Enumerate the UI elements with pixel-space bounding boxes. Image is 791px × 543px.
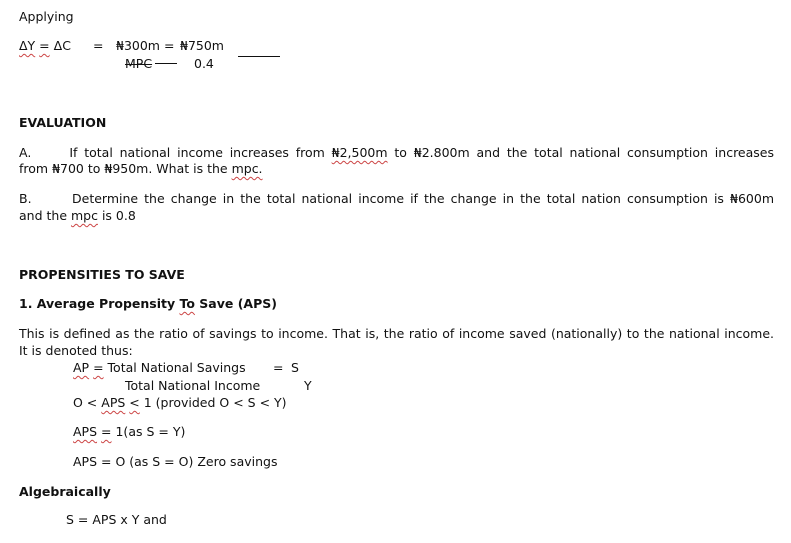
aps-definition-line-1: This is defined as the ratio of savings to income. That is, the ratio of income saved (nationally) to the national income. bbox=[19, 326, 774, 341]
aps-equals-zero: APS = O (as S = O) Zero savings bbox=[73, 454, 278, 469]
aps-equals-one: APS = 1(as S = Y) bbox=[73, 424, 186, 439]
formula-equals-1: = bbox=[93, 38, 104, 53]
formula-blank-line bbox=[238, 56, 280, 57]
aps-formula-s: S bbox=[291, 360, 299, 375]
question-b-line-2: and the mpc is 0.8 bbox=[19, 208, 136, 223]
formula-numerator: ₦300m bbox=[116, 38, 160, 53]
propensities-heading: PROPENSITIES TO SAVE bbox=[19, 267, 185, 282]
delta-y: ΔY bbox=[19, 38, 36, 53]
algebraic-equation: S = APS x Y and bbox=[66, 512, 167, 527]
aps-range: O < APS < 1 (provided O < S < Y) bbox=[73, 395, 287, 410]
evaluation-heading: EVALUATION bbox=[19, 115, 107, 130]
algebraically-heading: Algebraically bbox=[19, 484, 111, 499]
aps-formula-y: Y bbox=[304, 378, 312, 393]
question-a-label: A. bbox=[19, 145, 32, 160]
delta-c: ΔC bbox=[53, 38, 71, 53]
formula-equals-2: = bbox=[164, 38, 175, 53]
question-b-label: B. bbox=[19, 191, 32, 206]
aps-formula-equals: = bbox=[273, 360, 284, 375]
question-a-line-2: from ₦700 to ₦950m. What is the mpc. bbox=[19, 161, 263, 176]
formula-denominator-value: 0.4 bbox=[194, 56, 214, 71]
formula-result: ₦750m bbox=[180, 38, 224, 53]
lhs-equals: = bbox=[39, 38, 50, 53]
aps-formula-row-1: AP = Total National Savings bbox=[73, 360, 246, 375]
aps-subheading: 1. Average Propensity To Save (APS) bbox=[19, 296, 277, 311]
question-b-line-1: Determine the change in the total national income if the change in the total nation consumption is ₦600m bbox=[72, 191, 774, 206]
fraction-bar bbox=[155, 63, 177, 64]
applying-heading: Applying bbox=[19, 9, 74, 24]
formula-denominator: MPC bbox=[125, 56, 153, 71]
formula-lhs bbox=[19, 38, 71, 53]
aps-formula-denominator: Total National Income bbox=[125, 378, 261, 393]
aps-definition-line-2: It is denoted thus: bbox=[19, 343, 133, 358]
question-a-line-1: A. If total national income increases from ₦2,500m to ₦2.800m and the total national consumption increases bbox=[19, 145, 774, 160]
